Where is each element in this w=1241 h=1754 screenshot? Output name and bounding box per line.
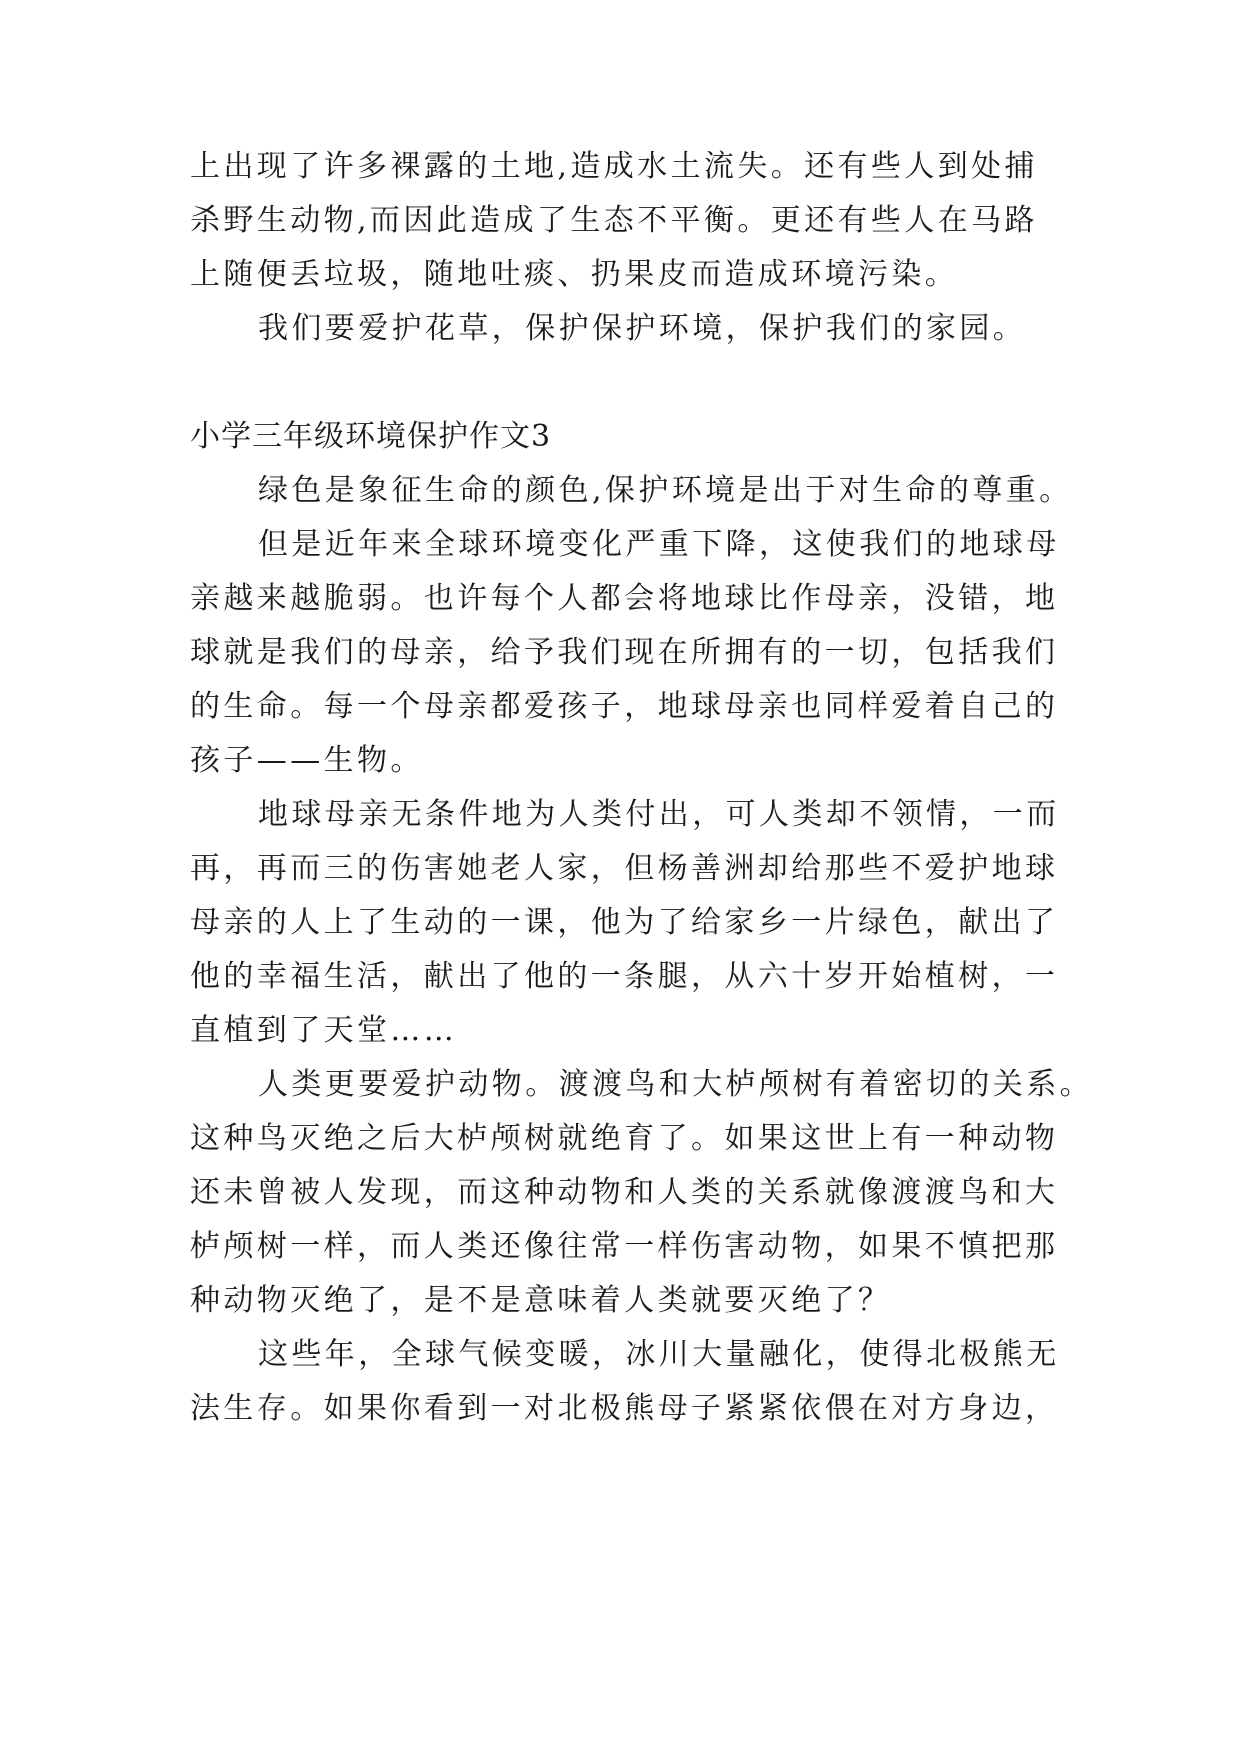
text-line: 我们要爱护花草，保护保护环境，保护我们的家园。 (258, 311, 1027, 346)
text-line: 亲越来越脆弱。也许每个人都会将地球比作母亲，没错，地 (190, 581, 1059, 616)
text-line: 杀野生动物,而因此造成了生态不平衡。更还有些人在马路 (190, 203, 1038, 238)
text-line: 但是近年来全球环境变化严重下降，这使我们的地球母 (258, 527, 1060, 562)
text-line: 人类更要爱护动物。渡渡鸟和大栌颅树有着密切的关系。 (258, 1067, 1093, 1102)
text-line: 母亲的人上了生动的一课，他为了给家乡一片绿色，献出了 (190, 905, 1059, 940)
text-line: 孩子——生物。 (190, 743, 424, 778)
text-line: 这种鸟灭绝之后大栌颅树就绝育了。如果这世上有一种动物 (190, 1121, 1059, 1156)
text-line: 种动物灭绝了，是不是意味着人类就要灭绝了？ (190, 1283, 892, 1318)
text-line: 法生存。如果你看到一对北极熊母子紧紧依偎在对方身边， (190, 1391, 1059, 1426)
text-line: 地球母亲无条件地为人类付出，可人类却不领情，一而 (258, 797, 1060, 832)
text-line: 栌颅树一样，而人类还像往常一样伤害动物，如果不慎把那 (190, 1229, 1059, 1264)
section-title: 小学三年级环境保护作文3 (190, 419, 552, 454)
text-line: 上出现了许多裸露的土地,造成水土流失。还有些人到处捕 (190, 149, 1038, 184)
text-line: 他的幸福生活，献出了他的一条腿，从六十岁开始植树，一 (190, 959, 1059, 994)
text-line: 绿色是象征生命的颜色,保护环境是出于对生命的尊重。 (258, 473, 1073, 508)
text-line: 上随便丢垃圾，随地吐痰、扔果皮而造成环境污染。 (190, 257, 959, 292)
text-line: 的生命。每一个母亲都爱孩子，地球母亲也同样爱着自己的 (190, 689, 1059, 724)
text-line: 球就是我们的母亲，给予我们现在所拥有的一切，包括我们 (190, 635, 1059, 670)
text-line: 直植到了天堂…… (190, 1013, 458, 1048)
text-line: 这些年，全球气候变暖，冰川大量融化，使得北极熊无 (258, 1337, 1060, 1372)
text-line: 还未曾被人发现，而这种动物和人类的关系就像渡渡鸟和大 (190, 1175, 1059, 1210)
text-line: 再，再而三的伤害她老人家，但杨善洲却给那些不爱护地球 (190, 851, 1059, 886)
